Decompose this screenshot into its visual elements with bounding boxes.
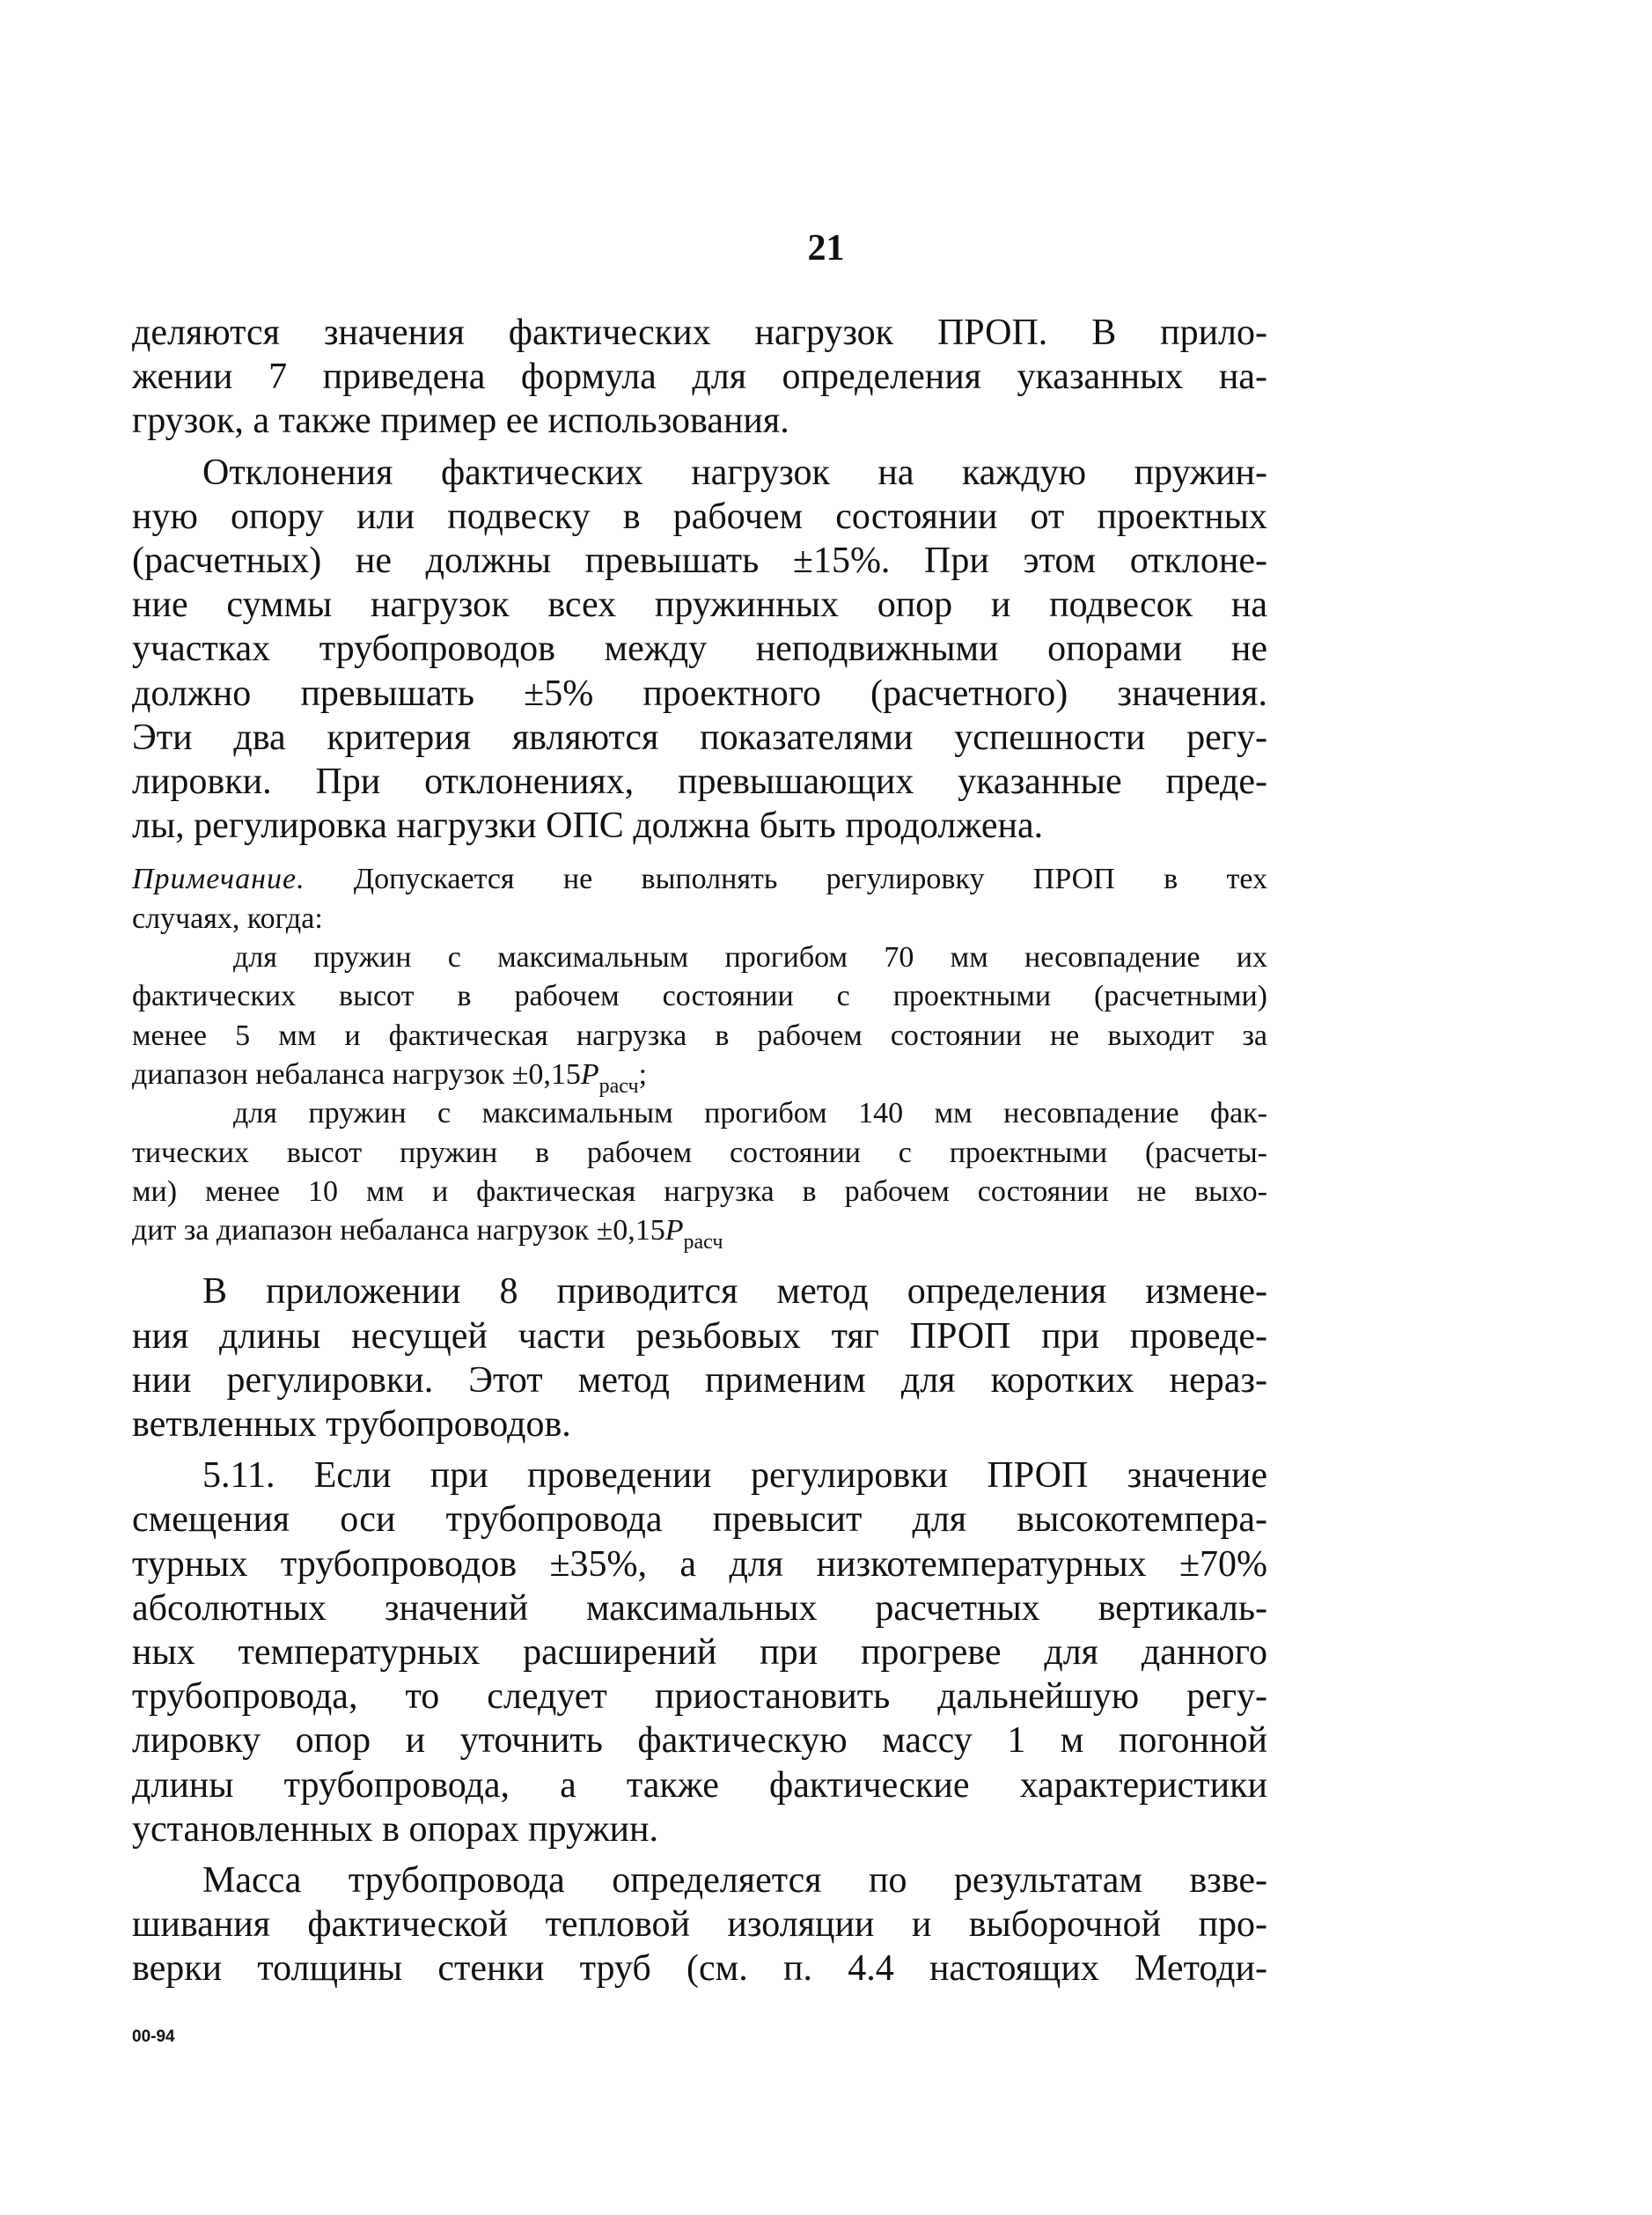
text-line: ветвленных трубопроводов.	[132, 1404, 571, 1446]
text-line: нии регулировки. Этот метод применим для коротких нераз-	[132, 1359, 1267, 1401]
text-line: лировку опор и уточнить фактическую массу 1 м погонной	[132, 1720, 1267, 1762]
note-item-line: ми) менее 10 мм и фактическая нагрузка в рабочем состоянии не выхо-	[132, 1174, 1267, 1208]
text-line: деляются значения фактических нагрузок ПРОП. В прило-	[132, 313, 1267, 353]
text-line: ную опору или подвеску в рабочем состоянии от проектных	[132, 496, 1267, 537]
note-intro: Примечание. Допускается не выполнять регулировку ПРОП в тех	[132, 863, 1267, 896]
note-item-line: менее 5 мм и фактическая нагрузка в рабочем состоянии не выходит за	[132, 1019, 1267, 1052]
text-line: абсолютных значений максимальных расчетных вертикаль-	[132, 1587, 1267, 1629]
printer-signature: 00-94	[132, 2027, 175, 2046]
text-line: В приложении 8 приводится метод определения измене-	[202, 1271, 1267, 1313]
text-line: установленных в опорах пружин.	[132, 1808, 658, 1850]
text-line: смещения оси трубопровода превысит для высокотемпера-	[132, 1499, 1267, 1541]
text-line: (расчетных) не должны превышать ±15%. При этом отклоне-	[132, 541, 1267, 582]
text-line: должно превышать ±5% проектного (расчетного) значения.	[132, 673, 1267, 714]
text-line: 5.11. Если при проведении регулировки ПРОП значение	[202, 1455, 1267, 1497]
page-body	[132, 311, 1267, 1991]
text-line: ния длины несущей части резьбовых тяг ПРОП при проведе-	[132, 1315, 1267, 1357]
text-line: лы, регулировка нагрузки ОПС должна быть продолжена.	[132, 806, 1044, 847]
text-line: лировки. При отклонениях, превышающих указанные преде-	[132, 762, 1267, 803]
note-intro-line2: случаях, когда:	[132, 901, 323, 935]
note-item-line: дит за диапазон небаланса нагрузок $\pm 0,15P_{расч}$	[132, 1214, 723, 1255]
text-line: верки толщины стенки труб (см. п. 4.4 настоящих Методи-	[132, 1948, 1267, 1990]
page-number: 21	[807, 228, 845, 269]
text-line: трубопровода, то следует приостановить дальнейшую регу-	[132, 1676, 1267, 1718]
text-line: длины трубопровода, а также фактические характеристики	[132, 1764, 1267, 1806]
text-line: турных трубопроводов ±35%, а для низкотемпературных ±70%	[132, 1543, 1267, 1585]
text-line: Эти два критерия являются показателями успешности регу-	[132, 717, 1267, 758]
text-line: Масса трубопровода определяется по результатам взве-	[202, 1860, 1267, 1902]
text-line: жении 7 приведена формула для определения указанных на-	[132, 357, 1267, 398]
text-line: участках трубопроводов между неподвижными опорами не	[132, 629, 1267, 670]
text-line: Отклонения фактических нагрузок на каждую пружин-	[202, 452, 1267, 493]
note-block	[132, 860, 1267, 1255]
text-line: ных температурных расширений при прогреве для данного	[132, 1632, 1267, 1674]
text-line: ние суммы нагрузок всех пружинных опор и подвесок на	[132, 585, 1267, 626]
paragraph-1	[132, 311, 1267, 444]
paragraph-3	[132, 1269, 1267, 1446]
note-label: Примечание.	[132, 863, 305, 896]
note-item-line: для пружин с максимальным прогибом 70 мм несовпадение их	[233, 941, 1267, 975]
note-item-line: для пружин с максимальным прогибом 140 мм несовпадение фак-	[233, 1097, 1267, 1130]
note-item-line: тических высот пружин в рабочем состоянии с проектными (расчеты-	[132, 1136, 1267, 1169]
text-line: грузок, а также пример ее использования.	[132, 401, 789, 442]
note-item-line: фактических высот в рабочем состоянии с проектными (расчетными)	[132, 980, 1267, 1013]
paragraph-4	[132, 1453, 1267, 1851]
note-item-line: диапазон небаланса нагрузок $\pm 0,15P_{расч}$;	[132, 1057, 648, 1098]
text-line: шивания фактической тепловой изоляции и выборочной про-	[132, 1904, 1267, 1946]
paragraph-2	[132, 451, 1267, 849]
paragraph-5	[132, 1858, 1267, 1991]
